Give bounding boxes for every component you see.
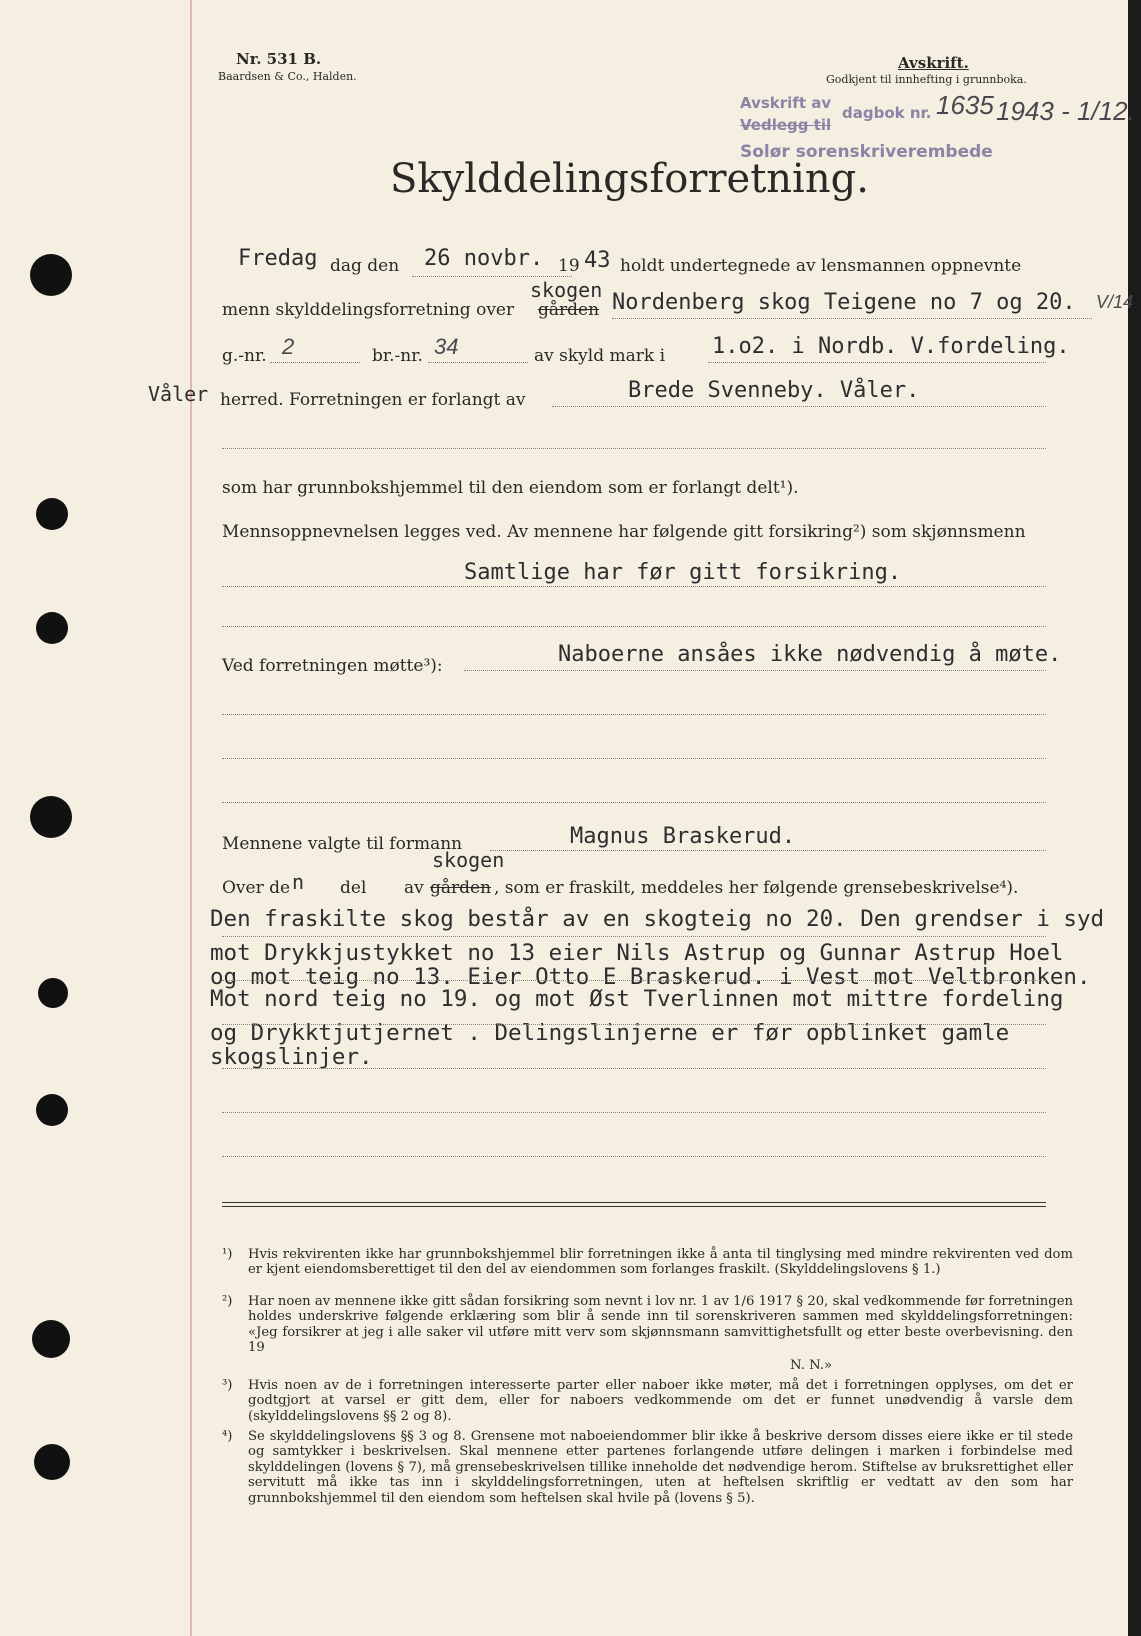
dotted-line <box>552 406 1046 407</box>
grunnbok-text: som har grunnbokshjemmel til den eiendom som er forlangt delt¹). <box>222 478 799 498</box>
neighbours-value: Naboerne ansåes ikke nødvendig å møte. <box>558 642 1062 667</box>
footnote-text: Hvis rekvirenten ikke har grunnbokshjemmel blir forretningen ikke å anta til tinglysing med mindre rekvirenten ved dom er kjent eiendomsberettiget til den del av eiendommen som forlanges fraskilt. (Skylddelingslovens § 1.) <box>248 1247 1073 1278</box>
punch-hole <box>36 612 68 644</box>
formann-value: Magnus Braskerud. <box>570 824 796 849</box>
skyld-value: 1.o2. i Nordb. V.fordeling. <box>712 334 1070 359</box>
footnote-separator <box>222 1206 1046 1207</box>
punch-hole <box>36 498 68 530</box>
description-line: og mot teig no 13. Eier Otto E Braskerud. i Vest mot Veltbronken. <box>210 964 1091 990</box>
handwritten-journal-number: 1635 <box>936 90 994 120</box>
formann-label: Mennene valgte til formann <box>222 834 463 854</box>
footnote-text: Hvis noen av de i forretningen interesserte parter eller naboer ikke møter, må det i forretningen opplyses, om det er godtgjort at varsel er gitt dem, eller for naboers vedkommende om det er funnet unødvendig å varsle dem (skylddelingslovens §§ 2 og 8). <box>248 1378 1073 1424</box>
requested-by: Brede Svenneby. Våler. <box>628 378 920 403</box>
property-value: Nordenberg skog Teigene no 7 og 20. <box>612 290 1076 315</box>
gnr-label: g.-nr. <box>222 346 267 366</box>
gnr-value: 2 <box>282 334 295 359</box>
dotted-line <box>270 362 360 363</box>
dotted-line <box>464 670 1046 671</box>
dotted-line <box>222 980 1046 981</box>
av-label: av <box>404 878 424 898</box>
footnote-number: ²) <box>222 1294 233 1309</box>
footnote-text: Har noen av mennene ikke gitt sådan forsikring som nevnt i lov nr. 1 av 1/6 1917 § 20, skal vedkommende før forretningen holdes underskrive følgende erklæring som blir å sende inn til sorenskriveren sammen med skylddelingsforretningen: «Jeg forsikrer at jeg i alle saker vil utføre mitt verv som skjønnsmann samvittighetsfullt og etter beste overbevisning. den 19 <box>248 1294 1073 1356</box>
year-prefix: 19 <box>558 256 580 276</box>
dotted-line <box>412 276 572 277</box>
punch-hole <box>38 978 68 1008</box>
dotted-line <box>428 362 528 363</box>
herred-name: Våler <box>148 382 209 406</box>
dotted-line <box>222 936 1046 937</box>
publisher: Baardsen & Co., Halden. <box>218 70 357 83</box>
skogen-insert-2: skogen <box>432 848 505 872</box>
mote-label: Ved forretningen møtte³): <box>222 656 443 676</box>
page-title: Skylddelingsforretning. <box>390 156 869 202</box>
margin-line <box>190 0 192 1636</box>
over-n: n <box>292 870 305 894</box>
footnote-signature: N. N.» <box>790 1358 833 1373</box>
footnote-separator <box>222 1202 1046 1203</box>
dotted-line <box>222 714 1046 715</box>
dotted-line <box>222 448 1046 449</box>
description-line: mot Drykkjustykket no 13 eier Nils Astrup og Gunnar Astrup Hoel <box>210 940 1064 966</box>
copy-label: Avskrift. <box>898 54 969 72</box>
dotted-line <box>222 1112 1046 1113</box>
description-line: skogslinjer. <box>210 1044 373 1070</box>
brnr-label: br.-nr. <box>372 346 423 366</box>
menns-text: Mennsoppnevnelsen legges ved. Av mennene har følgende gitt forsikring²) som skjønnsmenn <box>222 522 1026 542</box>
dotted-line <box>222 758 1046 759</box>
footnote-number: ³) <box>222 1378 233 1393</box>
property-mark: V/14 <box>1096 292 1134 312</box>
description-line: Den fraskilte skog består av en skogteig no 20. Den grendser i syd <box>210 906 1105 932</box>
punch-hole <box>30 796 72 838</box>
day-value: Fredag <box>238 246 318 271</box>
stamp-line1-prefix: Avskrift av <box>740 94 832 112</box>
footnote-text: Se skylddelingslovens §§ 3 og 8. Grensene mot naboeiendommer blir ikke å beskrive dersom disses eiere ikke er til stede og samtykker i beskrivelsen. Skal mennene etter partenes forlangende utføre delingen i marken i forbindelse med skylddelingen (lovens § 7), må grensebeskrivelsen tillike inneholde det nødvendige herom. Stiftelse av bruksrettighet eller servitutt må ikke tas inn i skylddelingsforretningen, uten at heftelsen skriftlig er vedtatt av den som har grunnbokshjemmel til den eiendom som heftelsen skal hvile på (lovens § 5). <box>248 1429 1073 1506</box>
handwritten-journal-date: 1943 - 1/12. <box>996 96 1135 126</box>
over-label: Over de <box>222 878 291 898</box>
dotted-line <box>708 362 1046 363</box>
garden-struck-2: gården <box>430 878 492 898</box>
dotted-line <box>222 626 1046 627</box>
herred-text: herred. Forretningen er forlangt av <box>220 390 526 410</box>
menn-text: menn skylddelingsforretning over <box>222 300 515 320</box>
dotted-line <box>612 318 1092 319</box>
del-label: del <box>340 878 367 898</box>
dotted-line <box>222 586 1046 587</box>
dotted-line <box>222 1024 1046 1025</box>
brnr-value: 34 <box>434 334 459 359</box>
fraskilt-text: , som er fraskilt, meddeles her følgende grensebeskrivelse⁴). <box>494 878 1019 898</box>
dotted-line <box>490 850 1046 851</box>
punch-hole <box>36 1094 68 1126</box>
approval-note: Godkjent til innhefting i grunnboka. <box>826 73 1027 86</box>
assurance-value: Samtlige har før gitt forsikring. <box>464 560 902 585</box>
stamp-line2-struck: Vedlegg til <box>740 116 832 134</box>
dotted-line <box>222 1068 1046 1069</box>
held-text: holdt undertegnede av lensmannen oppnevnte <box>620 256 1022 276</box>
description-line: Mot nord teig no 19. og mot Øst Tverlinnen mot mittre fordeling <box>210 986 1064 1012</box>
punch-hole <box>34 1444 70 1480</box>
garden-struck: gården <box>538 300 600 320</box>
footnote-2-signature <box>790 1358 832 1373</box>
skogen-insert: skogen <box>530 278 603 302</box>
dag-den-label: dag den <box>330 256 400 276</box>
year-value: 43 <box>584 248 611 273</box>
punch-hole <box>30 254 72 296</box>
stamp-line3: Solør sorenskriverembede <box>740 142 993 162</box>
skyld-label: av skyld mark i <box>534 346 666 366</box>
form-number: Nr. 531 B. <box>236 50 322 68</box>
date-value: 26 novbr. <box>424 246 544 271</box>
footnote-number: ¹) <box>222 1247 233 1262</box>
description-line: og Drykktjutjernet . Delingslinjerne er før opblinket gamle <box>210 1020 1010 1046</box>
footnote-number: ⁴) <box>222 1429 233 1444</box>
dotted-line <box>222 802 1046 803</box>
punch-hole <box>32 1320 70 1358</box>
dotted-line <box>222 1156 1046 1157</box>
stamp-line1-middle: dagbok nr. <box>842 104 932 122</box>
